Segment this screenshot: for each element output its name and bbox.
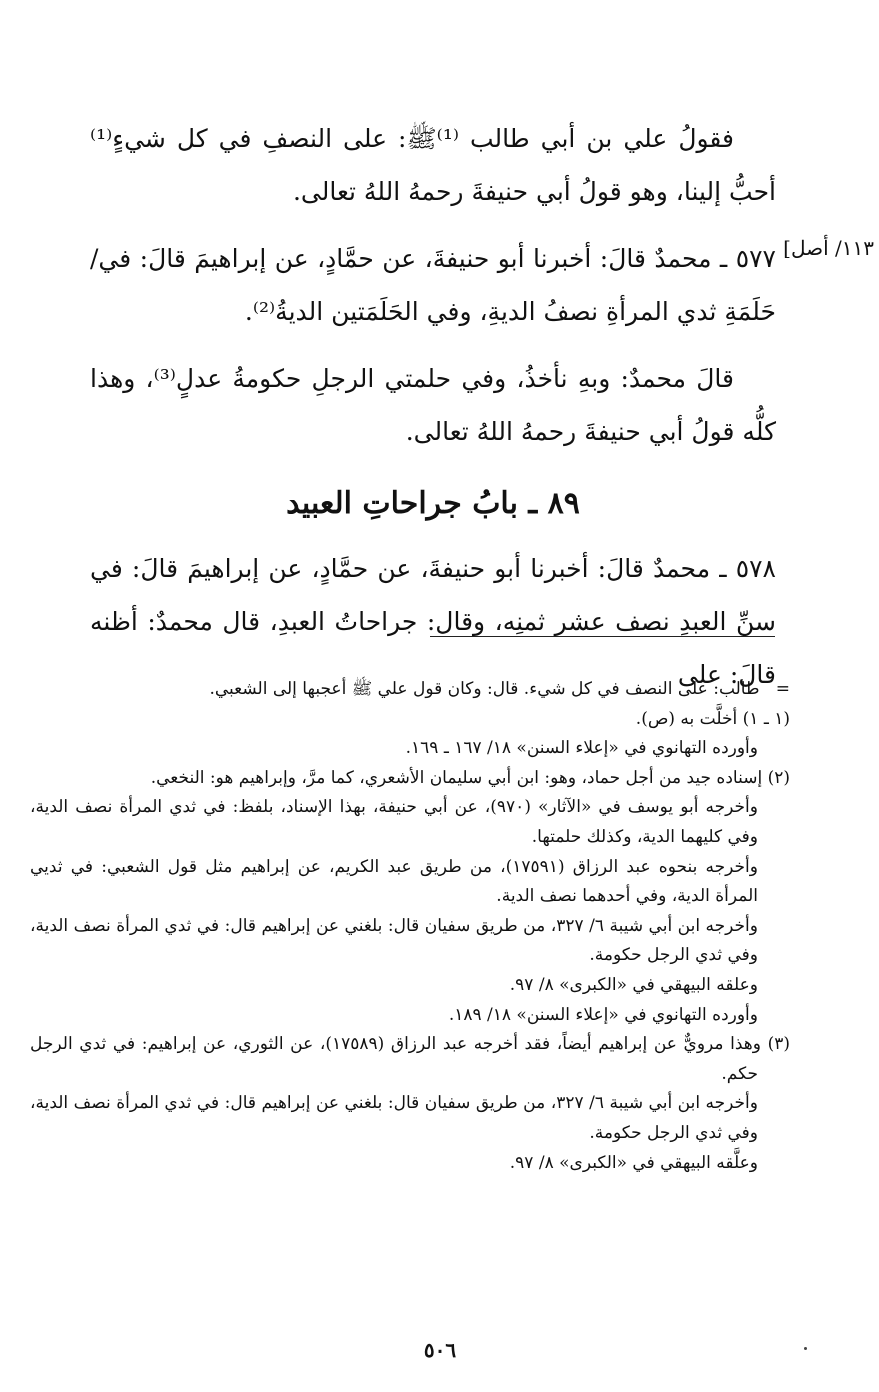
footnote-text: إسناده جيد من أجل حماد، وهو: ابن أبي سليمان الأشعري، كما مرَّ، وإبراهيم هو: النخعي. xyxy=(150,767,763,788)
paragraph-ali-quote: فقولُ علي بن أبي طالب ⁽¹⁾ﷺ: على النصفِ في كل شيءٍ⁽¹⁾ أحبُّ إلينا، وهو قولُ أبي حنيفةَ رحمهُ اللهُ تعالى. xyxy=(90,124,776,206)
paragraph-muhammad-comment: قالَ محمدٌ: وبهِ نأخذُ، وفي حلمتي الرجلِ حكومةُ عدلٍ⁽³⁾، وهذا كلُّه قولُ أبي حنيفةَ رحمهُ اللهُ تعالى. xyxy=(90,364,776,446)
margin-reference: ١١٣/ أصل] xyxy=(783,236,874,260)
footnote-mark: = xyxy=(775,679,790,699)
footnote-continuation xyxy=(30,675,790,705)
footnote-mark: (٣) xyxy=(767,1034,790,1055)
footnote-mark: (٢) xyxy=(767,767,790,788)
footnotes xyxy=(30,675,790,1178)
paragraph-577: ٥٧٧ ـ محمدٌ قالَ: أخبرنا أبو حنيفةَ، عن حمَّادٍ، عن إبراهيمَ قالَ: في/ حَلَمَةِ ثدي المرأةِ نصفُ الديةِ، وفي الحَلَمَتين الديةُ⁽²⁾. xyxy=(90,244,776,326)
footnote-1-source: وأورده التهانوي في «إعلاء السنن» ١٨/ ١٦٧ ـ ١٦٩. xyxy=(405,738,758,759)
footnote-3-source: وعلَّقه البيهقي في «الكبرى» ٨/ ٩٧. xyxy=(509,1152,758,1173)
scan-speck xyxy=(804,1347,807,1350)
footnote-mark: (١ ـ ١) xyxy=(742,708,790,729)
footnote-separator xyxy=(430,636,775,637)
footnote-2-source: وعلقه البيهقي في «الكبرى» ٨/ ٩٧. xyxy=(509,974,758,995)
main-text xyxy=(90,112,776,701)
footnote-2-source: وأورده التهانوي في «إعلاء السنن» ١٨/ ١٨٩. xyxy=(448,1004,758,1025)
footnote-3-source: وأخرجه ابن أبي شيبة ٦/ ٣٢٧، من طريق سفيان قال: بلغني عن إبراهيم قال: في ثدي المرأة نصف الدية، وفي ثدي الرجل حكومة. xyxy=(30,1093,758,1143)
footnote-text: أخلَّت به (ص). xyxy=(635,708,738,729)
paragraph-578: ٥٧٨ ـ محمدٌ قالَ: أخبرنا أبو حنيفةَ، عن حمَّادٍ، عن إبراهيمَ قالَ: في سنِّ العبدِ نصف عشر ثمنِه، وقال: جراحاتُ العبدِ، قال محمدٌ: أظنه قالَ: على xyxy=(90,554,776,689)
footnote-text: طالب: على النصف في كل شيء. قال: وكان قول علي ﷺ أعجبها إلى الشعبي. xyxy=(209,679,760,699)
footnote-1 xyxy=(30,705,790,735)
footnote-text: وهذا مرويٌّ عن إبراهيم أيضاً، فقد أخرجه عبد الرزاق (١٧٥٨٩)، عن الثوري، عن إبراهيم: في ثدي الرجل حكم. xyxy=(30,1034,761,1084)
chapter-title: ٨٩ ـ بابُ جراحاتِ العبيد xyxy=(286,486,580,521)
footnote-3 xyxy=(30,1030,790,1089)
footnote-2 xyxy=(30,764,790,794)
footnote-2-source: وأخرجه أبو يوسف في «الآثار» (٩٧٠)، عن أبي حنيفة، بهذا الإسناد، بلفظ: في ثدي المرأة نصف الدية، وفي كليهما الدية، وكذلك حلمتها. xyxy=(30,797,758,847)
footnote-2-source: وأخرجه ابن أبي شيبة ٦/ ٣٢٧، من طريق سفيان قال: بلغني عن إبراهيم قال: في ثدي المرأة نصف الدية، وفي ثدي الرجل حكومة. xyxy=(30,915,758,966)
footnote-2-source: وأخرجه بنحوه عبد الرزاق (١٧٥٩١)، من طريق عبد الكريم، عن إبراهيم مثل قول الشعبي: في ثديي المرأة الدية، وفي أحدهما نصف الدية. xyxy=(30,856,758,907)
page-number: ٥٠٦ xyxy=(423,1338,457,1362)
